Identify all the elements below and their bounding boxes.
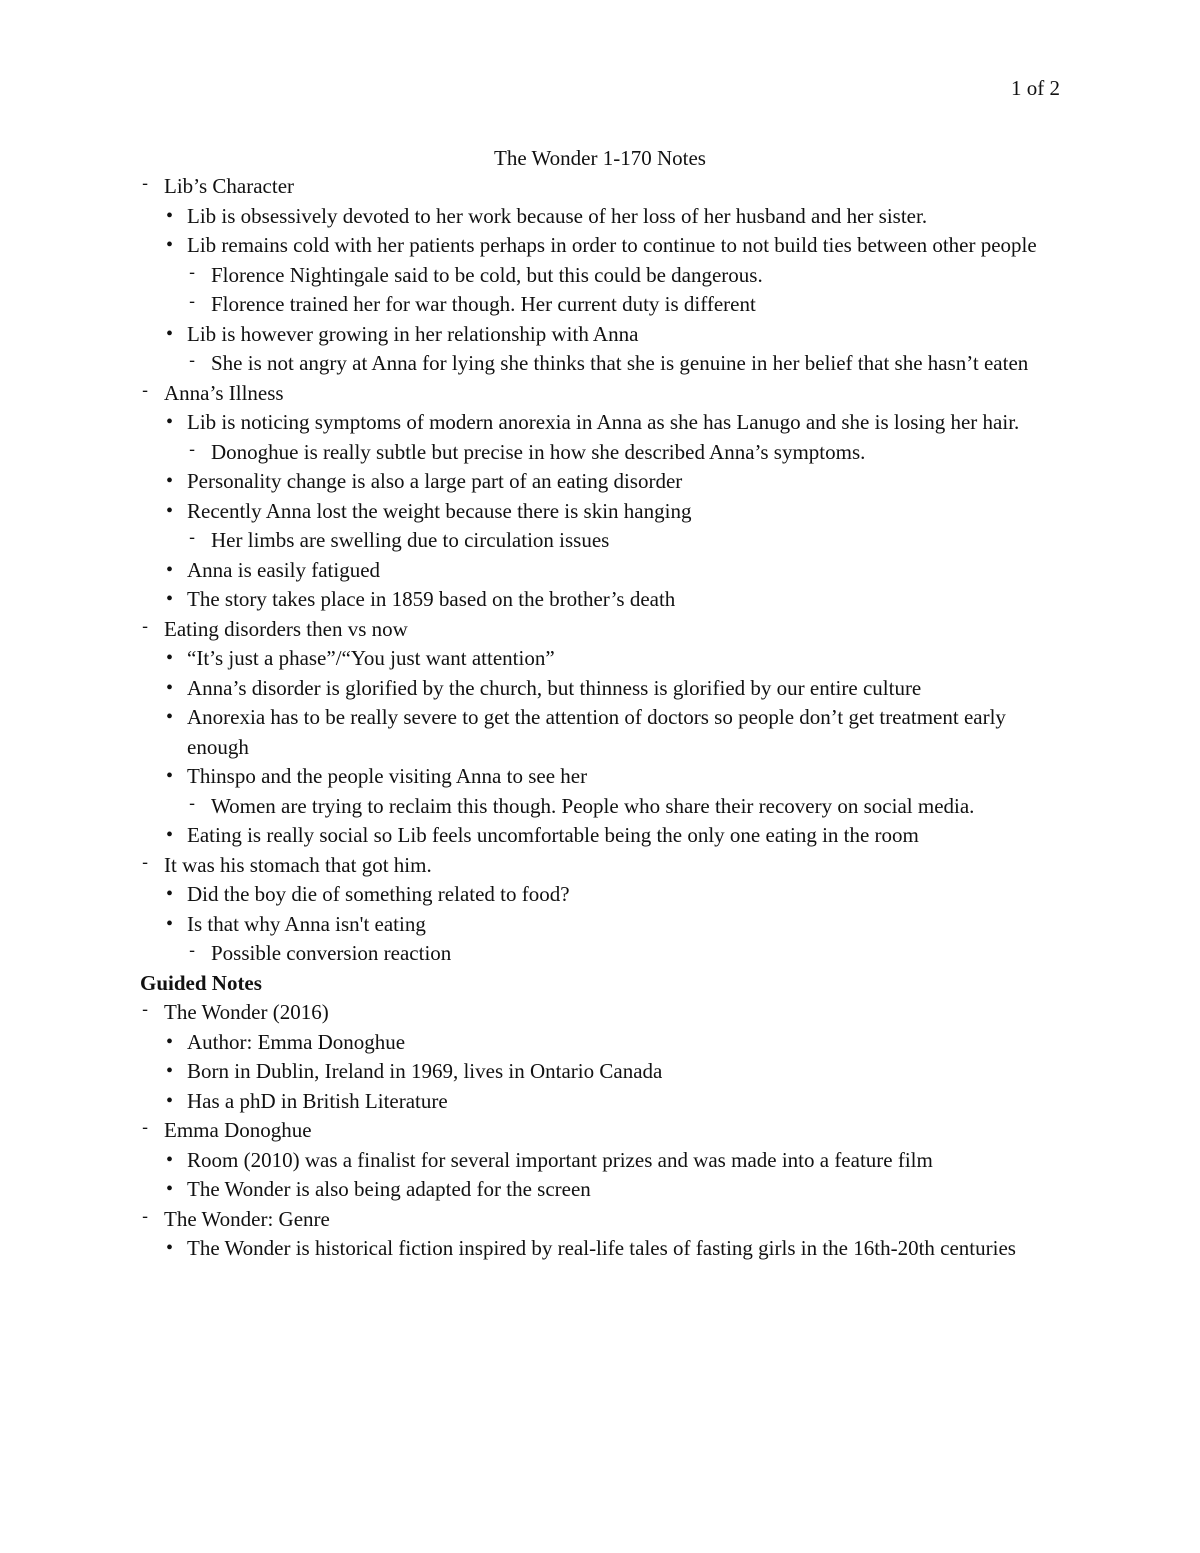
- outline-point: [164, 880, 1065, 910]
- outline-subpoint: [187, 349, 1065, 379]
- outline-point: [164, 1057, 1065, 1087]
- outline-point: [164, 1234, 1065, 1264]
- point-text: Lib is noticing symptoms of modern anorexia in Anna as she has Lanugo and she is losing her hair.: [187, 410, 1020, 434]
- outline-point: [164, 821, 1065, 851]
- outline-subpoint: [187, 792, 1065, 822]
- topic-text: The Wonder (2016): [164, 1000, 329, 1024]
- topic-text: Emma Donoghue: [164, 1118, 312, 1142]
- point-text: Recently Anna lost the weight because there is skin hanging: [187, 498, 692, 523]
- outline-point: [164, 556, 1065, 586]
- point-text: Did the boy die of something related to food?: [187, 882, 570, 906]
- point-text: Eating is really social so Lib feels uncomfortable being the only one eating in the room: [187, 823, 919, 847]
- outline-subpoint: [187, 939, 1065, 969]
- point-text: Is that why Anna isn't eating: [187, 911, 426, 936]
- outline-point: [164, 910, 1065, 969]
- subpoint-text: Florence Nightingale said to be cold, but this could be dangerous.: [211, 262, 763, 287]
- outline-point: [164, 467, 1065, 497]
- outline-topic: [140, 172, 1065, 379]
- page-number: 1 of 2: [1011, 76, 1060, 100]
- point-text: The story takes place in 1859 based on the brother’s death: [187, 587, 676, 611]
- subpoint-text: Donoghue is really subtle but precise in how she described Anna’s symptoms.: [211, 439, 866, 464]
- outline-subpoint: [187, 261, 1065, 291]
- point-text: Has a phD in British Literature: [187, 1088, 448, 1113]
- outline-point: [164, 703, 1065, 762]
- topic-text: Eating disorders then vs now: [164, 616, 408, 641]
- outline-topic: [140, 615, 1065, 851]
- point-text: Thinspo and the people visiting Anna to see her: [187, 764, 588, 788]
- notes-outline: [140, 172, 1065, 969]
- outline-topic: [140, 1205, 1065, 1264]
- outline-subpoint: [187, 290, 1065, 320]
- guided-notes-heading: Guided Notes: [140, 970, 262, 995]
- point-text: Born in Dublin, Ireland in 1969, lives in Ontario Canada: [187, 1059, 663, 1083]
- subpoint-text: Florence trained her for war though. Her current duty is different: [211, 292, 756, 316]
- point-text: Anna’s disorder is glorified by the church, but thinness is glorified by our entire culture: [187, 675, 922, 700]
- outline-subpoint: [187, 438, 1065, 468]
- topic-text: Lib’s Character: [164, 174, 295, 198]
- point-text: Personality change is also a large part of an eating disorder: [187, 469, 683, 493]
- point-text: Anorexia has to be really severe to get the attention of doctors so people don’t get treatment early enough: [187, 705, 1006, 759]
- outline-point: [164, 1087, 1065, 1117]
- outline-point: [164, 1028, 1065, 1058]
- subpoint-text: Possible conversion reaction: [211, 941, 452, 965]
- point-text: Lib is obsessively devoted to her work because of her loss of her husband and her sister.: [187, 203, 928, 228]
- point-text: “It’s just a phase”/“You just want attention”: [187, 646, 555, 670]
- outline-point: [164, 497, 1065, 556]
- outline-point: [164, 1146, 1065, 1176]
- point-text: Lib is however growing in her relationship with Anna: [187, 321, 639, 346]
- outline-point: [164, 762, 1065, 821]
- subpoint-text: She is not angry at Anna for lying she thinks that she is genuine in her belief that she hasn’t eaten: [211, 351, 1029, 375]
- notes-body: [140, 172, 1065, 1264]
- point-text: Lib remains cold with her patients perhaps in order to continue to not build ties between other people: [187, 233, 1037, 257]
- outline-point: [164, 231, 1065, 320]
- outline-point: [164, 408, 1065, 467]
- outline-point: [164, 644, 1065, 674]
- outline-point: [164, 1175, 1065, 1205]
- topic-text: The Wonder: Genre: [164, 1206, 330, 1231]
- point-text: Anna is easily fatigued: [187, 557, 381, 582]
- outline-subpoint: [187, 526, 1065, 556]
- point-text: The Wonder is historical fiction inspired by real-life tales of fasting girls in the 16th-20th centuries: [187, 1236, 1016, 1260]
- topic-text: Anna’s Illness: [164, 380, 284, 405]
- outline-topic: [140, 379, 1065, 615]
- point-text: The Wonder is also being adapted for the screen: [187, 1177, 591, 1201]
- outline-point: [164, 585, 1065, 615]
- outline-point: [164, 320, 1065, 379]
- document-title: The Wonder 1-170 Notes: [494, 146, 706, 170]
- point-text: Room (2010) was a finalist for several important prizes and was made into a feature film: [187, 1147, 933, 1172]
- subpoint-text: Her limbs are swelling due to circulation issues: [211, 528, 610, 552]
- guided-notes-outline: [140, 998, 1065, 1264]
- topic-text: It was his stomach that got him.: [164, 852, 432, 877]
- point-text: Author: Emma Donoghue: [187, 1029, 406, 1054]
- outline-point: [164, 674, 1065, 704]
- outline-topic: [140, 851, 1065, 969]
- outline-point: [164, 202, 1065, 232]
- outline-topic: [140, 1116, 1065, 1205]
- outline-topic: [140, 998, 1065, 1116]
- subpoint-text: Women are trying to reclaim this though. People who share their recovery on social media.: [211, 793, 975, 818]
